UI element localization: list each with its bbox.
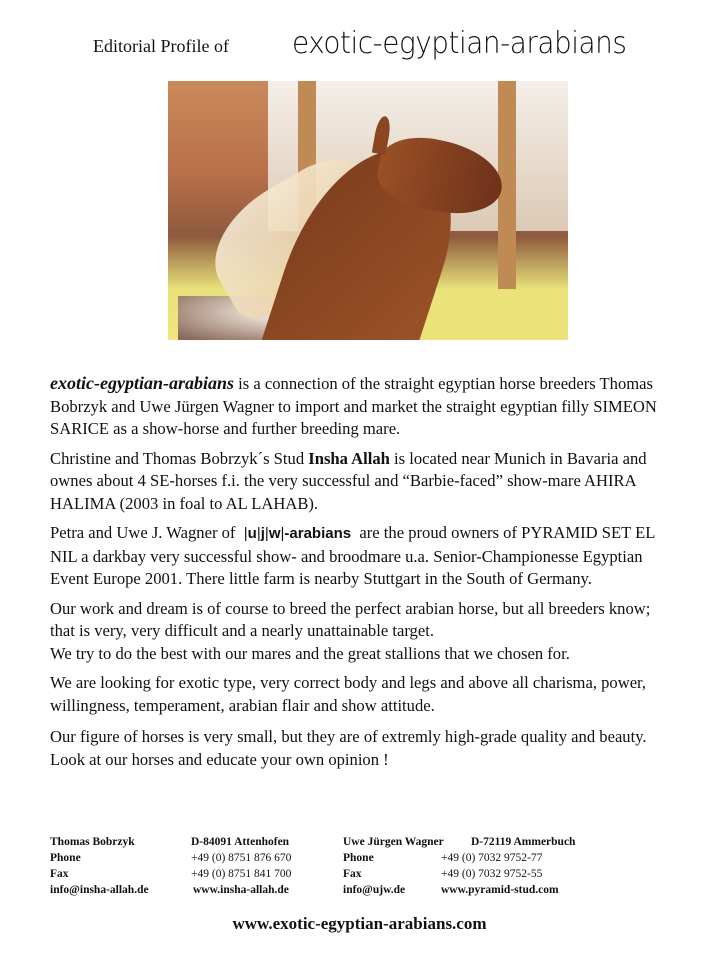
contact-name-left: Thomas Bobrzyk [50, 836, 135, 848]
text: Christine and Thomas Bobrzyk´s Stud [50, 448, 309, 468]
horse-photo [168, 81, 568, 340]
fax-right: +49 (0) 7032 9752-55 [441, 868, 543, 880]
footer-url[interactable]: www.exotic-egyptian-arabians.com [232, 914, 487, 933]
fax-label: Fax [50, 868, 69, 880]
text: are the proud owners of PYRAMID SET EL NIL a darkbay very successful show- and broodmare u.a. Senior-Championesse Egyptian Event Europe 2001. There little farm is nearby Stuttgart in the South of Germany. [50, 523, 655, 588]
phone-label: Phone [343, 852, 374, 864]
paragraph-insha-allah [50, 448, 670, 516]
paragraph-ujw [50, 522, 670, 591]
profile-text [50, 372, 670, 778]
phone-label: Phone [50, 852, 81, 864]
header [0, 28, 719, 68]
contact-name-right: Uwe Jürgen Wagner [343, 836, 444, 848]
ujw-logo: |u|j|w|-arabians [243, 525, 352, 542]
fax-label: Fax [343, 868, 362, 880]
web-right[interactable]: www.pyramid-stud.com [441, 884, 559, 896]
text: is located near Munich in Bavaria and ownes about 4 SE-horses f.i. the very successful and “Barbie-faced” show-mare AHIRA HALIMA (2003 in foal to AL LAHAB). [50, 448, 647, 513]
brand-title: exotic-egyptian-arabians [292, 26, 627, 61]
header-lead: Editorial Profile of [93, 36, 229, 56]
intro-text: is a connection of the straight egyptian horse breeders Thomas Bobrzyk and Uwe Jürgen Wagner to import and market the straight egyptian filly SIMEON SARICE as a show-horse and further breeding mare. [50, 374, 657, 438]
phone-left: +49 (0) 8751 876 670 [191, 852, 292, 864]
email-right[interactable]: info@ujw.de [343, 884, 406, 896]
paragraph-dream: Our work and dream is of course to breed the perfect arabian horse, but all breeders know; that is very, very difficult and a nearly unattainable target. We try to do the best with our mares and the great stallions that we chosen for. [50, 598, 651, 663]
phone-right: +49 (0) 7032 9752-77 [441, 852, 543, 864]
stud-name: Insha Allah [308, 448, 390, 468]
contact-address-right: D-72119 Ammerbuch [471, 836, 576, 848]
fax-left: +49 (0) 8751 841 700 [191, 868, 292, 880]
email-left[interactable]: info@insha-allah.de [50, 884, 149, 896]
text: Petra and Uwe J. Wagner of [50, 523, 240, 542]
web-left[interactable]: www.insha-allah.de [193, 884, 289, 896]
paragraph-intro [50, 372, 670, 441]
contact-address-left: D-84091 Attenhofen [191, 836, 290, 848]
brand-inline: exotic-egyptian-arabians [50, 373, 234, 393]
paragraph-goals: We are looking for exotic type, very correct body and legs and above all charisma, power, willingness, temperament, arabian flair and show attitude. [50, 673, 647, 715]
paragraph-figure: Our figure of horses is very small, but they are of extremly high-grade quality and beauty. Look at our horses and educate your own opinion ! [50, 727, 647, 769]
